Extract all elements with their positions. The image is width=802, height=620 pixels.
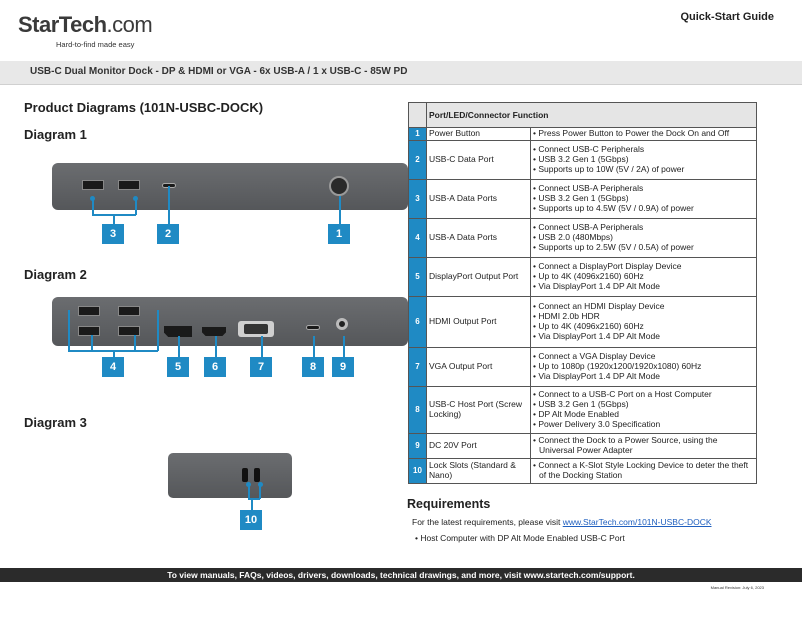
footer-text: To view manuals, FAQs, videos, drivers, downloads, technical drawings, and more, visit www.startech.com/support.: [167, 570, 635, 580]
row-function: [531, 128, 757, 141]
row-number: 1: [409, 128, 427, 141]
diagram-2-title: Diagram 2: [24, 267, 87, 282]
row-function: [531, 434, 757, 459]
diagrams-heading: Product Diagrams (101N-USBC-DOCK): [24, 100, 264, 115]
manual-revision: Manual Revision: July 6, 2023: [710, 585, 764, 590]
table-row: [409, 128, 757, 141]
function-item: • USB 3.2 Gen 1 (5Gbps): [533, 155, 754, 165]
function-item: • Press Power Button to Power the Dock On and Off: [533, 129, 754, 139]
function-item: • Up to 1080p (1920x1200/1920x1080) 60Hz: [533, 362, 754, 372]
vga-port: [238, 321, 274, 337]
function-item: • Supports up to 10W (5V / 2A) of power: [533, 165, 754, 175]
table-row: [409, 258, 757, 297]
function-item: • Connect USB-C Peripherals: [533, 145, 754, 155]
callout-9: 9: [332, 357, 354, 377]
hdmi-port: [202, 327, 226, 336]
function-item: • Connect USB-A Peripherals: [533, 223, 754, 233]
dock-front-view: [52, 163, 408, 210]
callout-4: 4: [102, 357, 124, 377]
row-function: [531, 141, 757, 180]
usb-a-port: [118, 306, 140, 316]
row-port-name: USB-C Data Port: [427, 141, 531, 180]
row-function: [531, 387, 757, 434]
power-button-icon: [329, 176, 349, 196]
function-item: • Up to 4K (4096x2160) 60Hz: [533, 272, 754, 282]
usb-a-port: [118, 326, 140, 336]
table-row: [409, 297, 757, 348]
table-row: [409, 219, 757, 258]
dock-rear-view: [52, 297, 408, 346]
row-function: [531, 348, 757, 387]
table-row: [409, 141, 757, 180]
function-item: • Up to 4K (4096x2160) 60Hz: [533, 322, 754, 332]
brand-main: StarTech: [18, 12, 107, 37]
startech-logo: [18, 12, 152, 49]
usb-a-port: [78, 306, 100, 316]
row-number: 7: [409, 348, 427, 387]
requirements-intro: For the latest requirements, please visit www.StarTech.com/101N-USBC-DOCK: [412, 517, 712, 527]
row-number: 3: [409, 180, 427, 219]
row-port-name: USB-C Host Port (Screw Locking): [427, 387, 531, 434]
function-item: • Via DisplayPort 1.4 DP Alt Mode: [533, 282, 754, 292]
table-col-header: Port/LED/Connector Function: [427, 103, 757, 128]
row-function: [531, 180, 757, 219]
title-bar: [0, 61, 802, 85]
row-number: 4: [409, 219, 427, 258]
function-item: • Connect a K-Slot Style Locking Device to deter the theft of the Docking Station: [533, 461, 754, 481]
table-row: [409, 387, 757, 434]
callout-3: 3: [102, 224, 124, 244]
function-item: • DP Alt Mode Enabled: [533, 410, 754, 420]
function-item: • USB 2.0 (480Mbps): [533, 233, 754, 243]
row-port-name: Power Button: [427, 128, 531, 141]
callout-8: 8: [302, 357, 324, 377]
tagline: Hard-to-find made easy: [56, 40, 135, 49]
callout-10: 10: [240, 510, 262, 530]
function-item: • Connect to a USB-C Port on a Host Computer: [533, 390, 754, 400]
table-header-row: [409, 103, 757, 128]
function-item: • Connect a DisplayPort Display Device: [533, 262, 754, 272]
function-item: • Supports up to 2.5W (5V / 0.5A) of power: [533, 243, 754, 253]
row-port-name: DisplayPort Output Port: [427, 258, 531, 297]
function-item: • Via DisplayPort 1.4 DP Alt Mode: [533, 372, 754, 382]
callout-6: 6: [204, 357, 226, 377]
product-title: USB-C Dual Monitor Dock - DP & HDMI or VGA - 6x USB-A / 1 x USB-C - 85W PD: [30, 66, 408, 77]
table-row: [409, 180, 757, 219]
lock-slot-icon: [254, 468, 260, 482]
row-port-name: VGA Output Port: [427, 348, 531, 387]
table-row: [409, 348, 757, 387]
diagram-1-title: Diagram 1: [24, 127, 87, 142]
doc-type: Quick-Start Guide: [680, 11, 774, 23]
function-item: • Connect USB-A Peripherals: [533, 184, 754, 194]
requirements-link[interactable]: www.StarTech.com/101N-USBC-DOCK: [562, 517, 712, 527]
callout-2: 2: [157, 224, 179, 244]
function-item: • HDMI 2.0b HDR: [533, 312, 754, 322]
row-function: [531, 219, 757, 258]
port-function-table: [408, 102, 757, 484]
row-number: 6: [409, 297, 427, 348]
usb-a-port: [82, 180, 104, 190]
row-number: 8: [409, 387, 427, 434]
table-row: [409, 434, 757, 459]
usb-c-host-port: [306, 325, 320, 330]
row-function: [531, 297, 757, 348]
footer-bar: [0, 568, 802, 582]
row-number: 5: [409, 258, 427, 297]
lock-slot-icon: [242, 468, 248, 482]
row-number: 2: [409, 141, 427, 180]
function-item: • Connect the Dock to a Power Source, using the Universal Power Adapter: [533, 436, 754, 456]
dc-power-port: [336, 318, 348, 330]
usb-a-port: [78, 326, 100, 336]
usb-a-port: [118, 180, 140, 190]
row-port-name: DC 20V Port: [427, 434, 531, 459]
row-port-name: HDMI Output Port: [427, 297, 531, 348]
callout-5: 5: [167, 357, 189, 377]
function-item: • Via DisplayPort 1.4 DP Alt Mode: [533, 332, 754, 342]
row-number: 10: [409, 459, 427, 484]
dock-side-view: [168, 453, 292, 498]
function-item: • Connect a VGA Display Device: [533, 352, 754, 362]
row-port-name: USB-A Data Ports: [427, 219, 531, 258]
callout-7: 7: [250, 357, 272, 377]
row-port-name: Lock Slots (Standard & Nano): [427, 459, 531, 484]
table-row: [409, 459, 757, 484]
row-function: [531, 258, 757, 297]
row-number: 9: [409, 434, 427, 459]
callout-1: 1: [328, 224, 350, 244]
requirements-title: Requirements: [407, 497, 491, 511]
function-item: • USB 3.2 Gen 1 (5Gbps): [533, 400, 754, 410]
row-function: [531, 459, 757, 484]
function-item: • Power Delivery 3.0 Specification: [533, 420, 754, 430]
function-item: • Supports up to 4.5W (5V / 0.9A) of power: [533, 204, 754, 214]
function-item: • Connect an HDMI Display Device: [533, 302, 754, 312]
diagram-3-title: Diagram 3: [24, 415, 87, 430]
requirements-item: • Host Computer with DP Alt Mode Enabled USB-C Port: [415, 533, 625, 543]
row-port-name: USB-A Data Ports: [427, 180, 531, 219]
function-item: • USB 3.2 Gen 1 (5Gbps): [533, 194, 754, 204]
brand-suffix: .com: [106, 12, 153, 37]
